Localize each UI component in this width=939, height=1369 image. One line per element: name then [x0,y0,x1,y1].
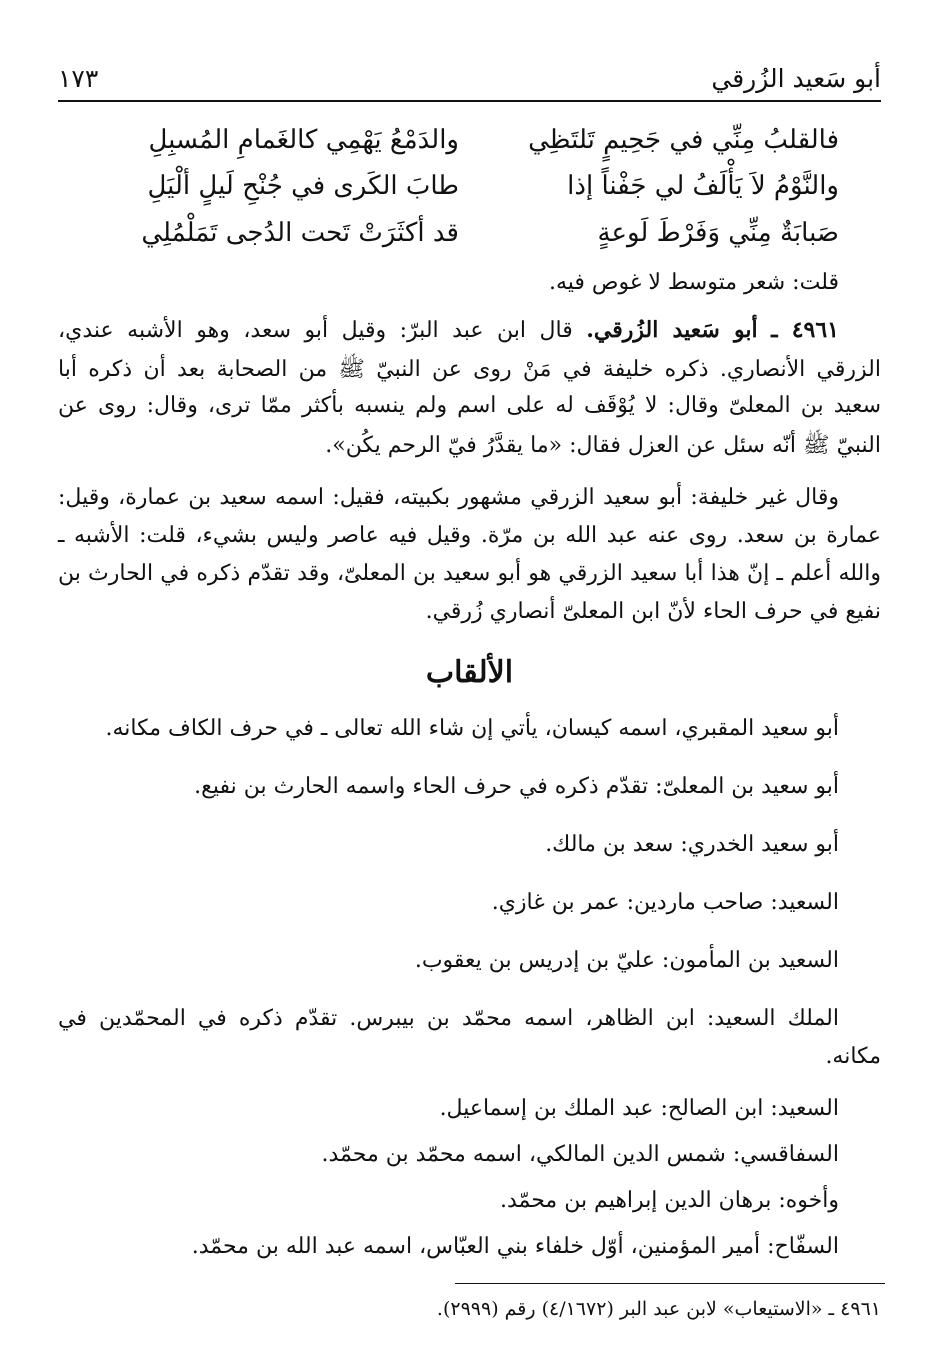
alqab-entry-4: السعيد: صاحب ماردين: عمر بن غازي. [491,890,839,915]
verse-3-right: صَبابَةٌ مِنِّي وَفَرْطَ لَوعةٍ [597,218,839,248]
malik-line-2: مكانه. [825,1044,881,1069]
page-number: ١٧٣ [58,64,99,93]
section-title: الألقاب [425,655,514,690]
entry-text: قال ابن عبد البرّ: وقيل أبو سعد، وهو الأشبه عندي، [58,318,573,343]
para2-line-1: وقال غير خليفة: أبو سعيد الزرقي مشهور بكبيته، فقيل: اسمه سعيد بن عمارة، وقيل: [58,485,839,510]
entry-name: أبو سَعيد الزُرقي. [586,317,758,343]
alqab-entry-8: وأخوه: برهان الدين إبراهيم بن محمّد. [499,1188,839,1213]
entry-4961-line-1 [58,317,839,343]
alqab-entry-2: أبو سعيد بن المعلىّ: تقدّم ذكره في حرف الحاء واسمه الحارث بن نفيع. [194,774,839,799]
page-header [58,62,881,102]
entry-4961-line-3: سعيد بن المعلىّ وقال: لا يُوْقَف له على اسم ولم ينسبه بأكثر ممّا ترى، وقال: روى عن [58,393,881,418]
verse-2-right: والنَّوْمُ لاَ يَأْلَفُ لي جَفْناً إذا [567,171,839,201]
malik-line-1: الملك السعيد: ابن الظاهر، اسمه محمّد بن بيبرس. تقدّم ذكره في المحمّدين في [58,1006,839,1031]
entry-4961-line-4: النبيّ ﷺ أنّه سئل عن العزل فقال: «ما يقدَّرُ فيّ الرحم يكُن». [325,433,881,458]
alqab-entry-1: أبو سعيد المقبري، اسمه كيسان، يأتي إن شاء الله تعالى ـ في حرف الكاف مكانه. [105,716,839,741]
verse-1-left: والدَمْعُ يَهْمِي كالغَمامِ المُسبِلِ [148,125,459,155]
alqab-entry-7: السفاقسي: شمس الدين المالكي، اسمه محمّد بن محمّد. [321,1142,839,1167]
verse-2-left: طابَ الكَرى في جُنْحِ لَيلٍ ألْيَلِ [147,171,459,201]
entry-4961-line-2: الزرقي الأنصاري. ذكره خليفة في مَنْ روى عن النبيّ ﷺ من الصحابة بعد أن ذكره أبا [58,357,881,382]
verse-1-right: فالقلبُ مِنِّي في جَحِيمٍ تَلتَظِي [528,125,839,155]
para2-line-4: نفيع في حرف الحاء لأنّ ابن المعلىّ أنصاري زُرقي. [425,599,881,624]
alqab-entry-6: السعيد: ابن الصالح: عبد الملك بن إسماعيل. [439,1096,839,1121]
running-title: أبو سَعيد الزُرقي [711,64,881,93]
para2-line-3: والله أعلم ـ إنّ هذا أبا سعيد الزرقي هو أبو سعيد بن المعلىّ، وقد تقدّم ذكره في الحارث بن [58,561,882,586]
entry-number: ٤٩٦١ ـ [771,317,839,343]
alqab-entry-3: أبو سعيد الخدري: سعد بن مالك. [545,832,839,857]
footnote-divider [455,1283,885,1284]
footnote: ٤٩٦١ ـ «الاستيعاب» لابن عبد البر (٤/١٦٧٢) رقم (٢٩٩٩). [436,1298,881,1320]
note-line: قلت: شعر متوسط لا غوص فيه. [548,270,839,295]
alqab-entry-9: السفّاح: أمير المؤمنين، أوّل خلفاء بني العبّاس، اسمه عبد الله بن محمّد. [191,1234,839,1259]
verse-3-left: قد أكثَرَتْ تَحت الدُجى تَمَلْمُلِي [141,218,459,248]
para2-line-2: عمارة بن سعد. روى عنه عبد الله بن مرّة. وقيل فيه عاصر وليس بشيء، قلت: الأشبه ـ [58,523,881,548]
alqab-entry-5: السعيد بن المأمون: عليّ بن إدريس بن يعقوب. [414,948,839,973]
